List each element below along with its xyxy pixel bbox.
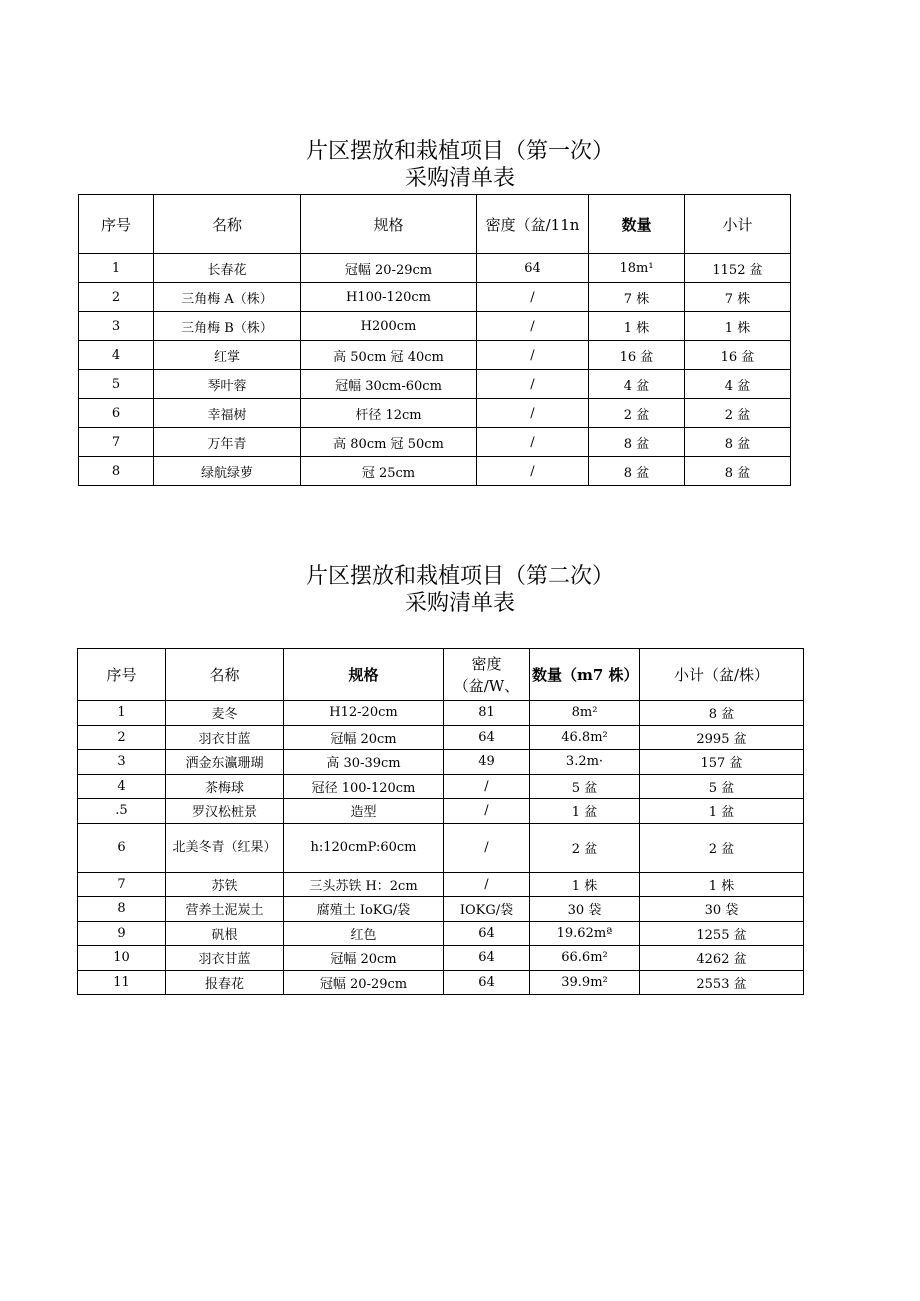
header-name: 名称 [154, 195, 301, 254]
table-row [78, 872, 804, 897]
cell-density: / [477, 457, 589, 486]
cell-quantity: 2 盆 [530, 823, 640, 872]
cell-name: 羽衣甘蓝 [166, 946, 284, 971]
table-header-row [78, 649, 804, 701]
cell-density: / [477, 341, 589, 370]
cell-index: 8 [78, 897, 166, 922]
header-density: 密度（盆/W、 [444, 649, 530, 701]
cell-index: 7 [78, 872, 166, 897]
header-subtotal: 小计（盆/株） [640, 649, 804, 701]
table-row [79, 254, 791, 283]
cell-spec: 红色 [284, 921, 444, 946]
header-index: 序号 [79, 195, 154, 254]
cell-index: 2 [78, 725, 166, 750]
cell-spec: 杆径 12cm [301, 399, 477, 428]
cell-quantity: 16 盆 [589, 341, 685, 370]
cell-index: 2 [79, 283, 154, 312]
cell-density: / [477, 428, 589, 457]
header-density: 密度（盆/11n [477, 195, 589, 254]
cell-spec: 高 30-39cm [284, 750, 444, 775]
table-row [79, 312, 791, 341]
table-row [78, 701, 804, 726]
cell-quantity: 1 盆 [530, 799, 640, 824]
cell-subtotal: 2995 盆 [640, 725, 804, 750]
cell-index: 3 [79, 312, 154, 341]
doc1-title-line1: 片区摆放和栽植项目（第一次） [305, 139, 614, 164]
cell-quantity: 2 盆 [589, 399, 685, 428]
cell-density: / [477, 283, 589, 312]
cell-subtotal: 2553 盆 [640, 970, 804, 995]
header-spec: 规格 [301, 195, 477, 254]
cell-density: 81 [444, 701, 530, 726]
cell-name: 麦冬 [166, 701, 284, 726]
cell-density: / [444, 872, 530, 897]
cell-subtotal: 8 盆 [685, 457, 791, 486]
table-row [78, 970, 804, 995]
cell-index: 1 [78, 701, 166, 726]
cell-density: / [477, 399, 589, 428]
cell-quantity: 18m¹ [589, 254, 685, 283]
cell-subtotal: 1152 盆 [685, 254, 791, 283]
cell-subtotal: 4262 盆 [640, 946, 804, 971]
cell-subtotal: 1255 盆 [640, 921, 804, 946]
cell-index: 6 [78, 823, 166, 872]
cell-subtotal: 1 株 [640, 872, 804, 897]
cell-quantity: 1 株 [589, 312, 685, 341]
cell-spec: 冠幅 20cm [284, 946, 444, 971]
cell-name: 三角梅 B（株） [154, 312, 301, 341]
cell-subtotal: 1 株 [685, 312, 791, 341]
cell-spec: H100-120cm [301, 283, 477, 312]
cell-quantity: 46.8m² [530, 725, 640, 750]
table-row [78, 799, 804, 824]
cell-name: 洒金东瀛珊瑚 [166, 750, 284, 775]
table-row [79, 399, 791, 428]
cell-quantity: 66.6m² [530, 946, 640, 971]
cell-name: 万年青 [154, 428, 301, 457]
cell-density: / [477, 312, 589, 341]
cell-subtotal: 157 盆 [640, 750, 804, 775]
cell-density: / [477, 370, 589, 399]
cell-quantity: 5 盆 [530, 774, 640, 799]
cell-index: .5 [78, 799, 166, 824]
header-subtotal: 小计 [685, 195, 791, 254]
cell-density: IOKG/袋 [444, 897, 530, 922]
cell-density: / [444, 774, 530, 799]
cell-subtotal: 30 袋 [640, 897, 804, 922]
cell-density: 64 [444, 725, 530, 750]
cell-name: 矾根 [166, 921, 284, 946]
cell-name: 苏铁 [166, 872, 284, 897]
cell-spec: 冠幅 20-29cm [284, 970, 444, 995]
cell-name: 营养土泥炭土 [166, 897, 284, 922]
cell-index: 5 [79, 370, 154, 399]
cell-subtotal: 16 盆 [685, 341, 791, 370]
header-quantity: 数量（m7 株） [530, 649, 640, 701]
cell-name: 三角梅 A（株） [154, 283, 301, 312]
cell-quantity: 8 盆 [589, 428, 685, 457]
cell-index: 3 [78, 750, 166, 775]
cell-density: 64 [444, 946, 530, 971]
cell-quantity: 1 株 [530, 872, 640, 897]
cell-name: 长春花 [154, 254, 301, 283]
cell-quantity: 8 盆 [589, 457, 685, 486]
cell-index: 4 [78, 774, 166, 799]
cell-subtotal: 8 盆 [640, 701, 804, 726]
purchase-table-1 [78, 194, 791, 486]
cell-density: / [444, 823, 530, 872]
cell-subtotal: 1 盆 [640, 799, 804, 824]
cell-spec: 高 50cm 冠 40cm [301, 341, 477, 370]
cell-spec: 高 80cm 冠 50cm [301, 428, 477, 457]
table-row [79, 457, 791, 486]
table-row [78, 774, 804, 799]
cell-spec: H200cm [301, 312, 477, 341]
cell-index: 10 [78, 946, 166, 971]
cell-index: 8 [79, 457, 154, 486]
cell-density: 64 [444, 970, 530, 995]
table-row [78, 946, 804, 971]
cell-density: 49 [444, 750, 530, 775]
cell-index: 7 [79, 428, 154, 457]
cell-density: 64 [444, 921, 530, 946]
cell-quantity: 7 株 [589, 283, 685, 312]
doc2-title-line2: 采购清单表 [404, 591, 515, 616]
cell-quantity: 30 袋 [530, 897, 640, 922]
cell-name: 绿航绿萝 [154, 457, 301, 486]
table-row [79, 341, 791, 370]
cell-spec: 冠幅 20cm [284, 725, 444, 750]
table-row [78, 823, 804, 872]
cell-name: 幸福树 [154, 399, 301, 428]
cell-quantity: 39.9m² [530, 970, 640, 995]
table-row [78, 725, 804, 750]
header-index: 序号 [78, 649, 166, 701]
cell-quantity: 4 盆 [589, 370, 685, 399]
cell-spec: 腐殖土 IoKG/袋 [284, 897, 444, 922]
table-row [79, 283, 791, 312]
cell-spec: h:120cmP:60cm [284, 823, 444, 872]
cell-name: 羽衣甘蓝 [166, 725, 284, 750]
cell-name: 茶梅球 [166, 774, 284, 799]
cell-subtotal: 8 盆 [685, 428, 791, 457]
cell-index: 9 [78, 921, 166, 946]
cell-subtotal: 7 株 [685, 283, 791, 312]
table-header-row [79, 195, 791, 254]
table-row [78, 897, 804, 922]
cell-spec: H12-20cm [284, 701, 444, 726]
cell-name: 琴叶蓉 [154, 370, 301, 399]
header-name: 名称 [166, 649, 284, 701]
table-row [79, 428, 791, 457]
purchase-table-2 [77, 648, 804, 995]
cell-subtotal: 2 盆 [685, 399, 791, 428]
header-quantity: 数量 [589, 195, 685, 254]
doc2-title-line1: 片区摆放和栽植项目（第二次） [305, 564, 614, 589]
cell-name: 罗汉松桩景 [166, 799, 284, 824]
cell-quantity: 8m² [530, 701, 640, 726]
cell-index: 4 [79, 341, 154, 370]
cell-name: 北美冬青（红果） [166, 823, 284, 872]
cell-quantity: 3.2m· [530, 750, 640, 775]
cell-subtotal: 4 盆 [685, 370, 791, 399]
cell-subtotal: 2 盆 [640, 823, 804, 872]
cell-spec: 冠幅 20-29cm [301, 254, 477, 283]
table-row [78, 921, 804, 946]
cell-name: 报春花 [166, 970, 284, 995]
cell-density: 64 [477, 254, 589, 283]
cell-subtotal: 5 盆 [640, 774, 804, 799]
cell-index: 1 [79, 254, 154, 283]
cell-spec: 三头苏铁 H：2cm [284, 872, 444, 897]
cell-spec: 造型 [284, 799, 444, 824]
cell-index: 6 [79, 399, 154, 428]
cell-spec: 冠幅 30cm-60cm [301, 370, 477, 399]
table-row [78, 750, 804, 775]
doc1-title-line2: 采购清单表 [404, 166, 515, 191]
cell-spec: 冠 25cm [301, 457, 477, 486]
cell-density: / [444, 799, 530, 824]
cell-index: 11 [78, 970, 166, 995]
table-row [79, 370, 791, 399]
cell-name: 红掌 [154, 341, 301, 370]
cell-spec: 冠径 100-120cm [284, 774, 444, 799]
header-spec: 规格 [284, 649, 444, 701]
cell-quantity: 19.62mª [530, 921, 640, 946]
